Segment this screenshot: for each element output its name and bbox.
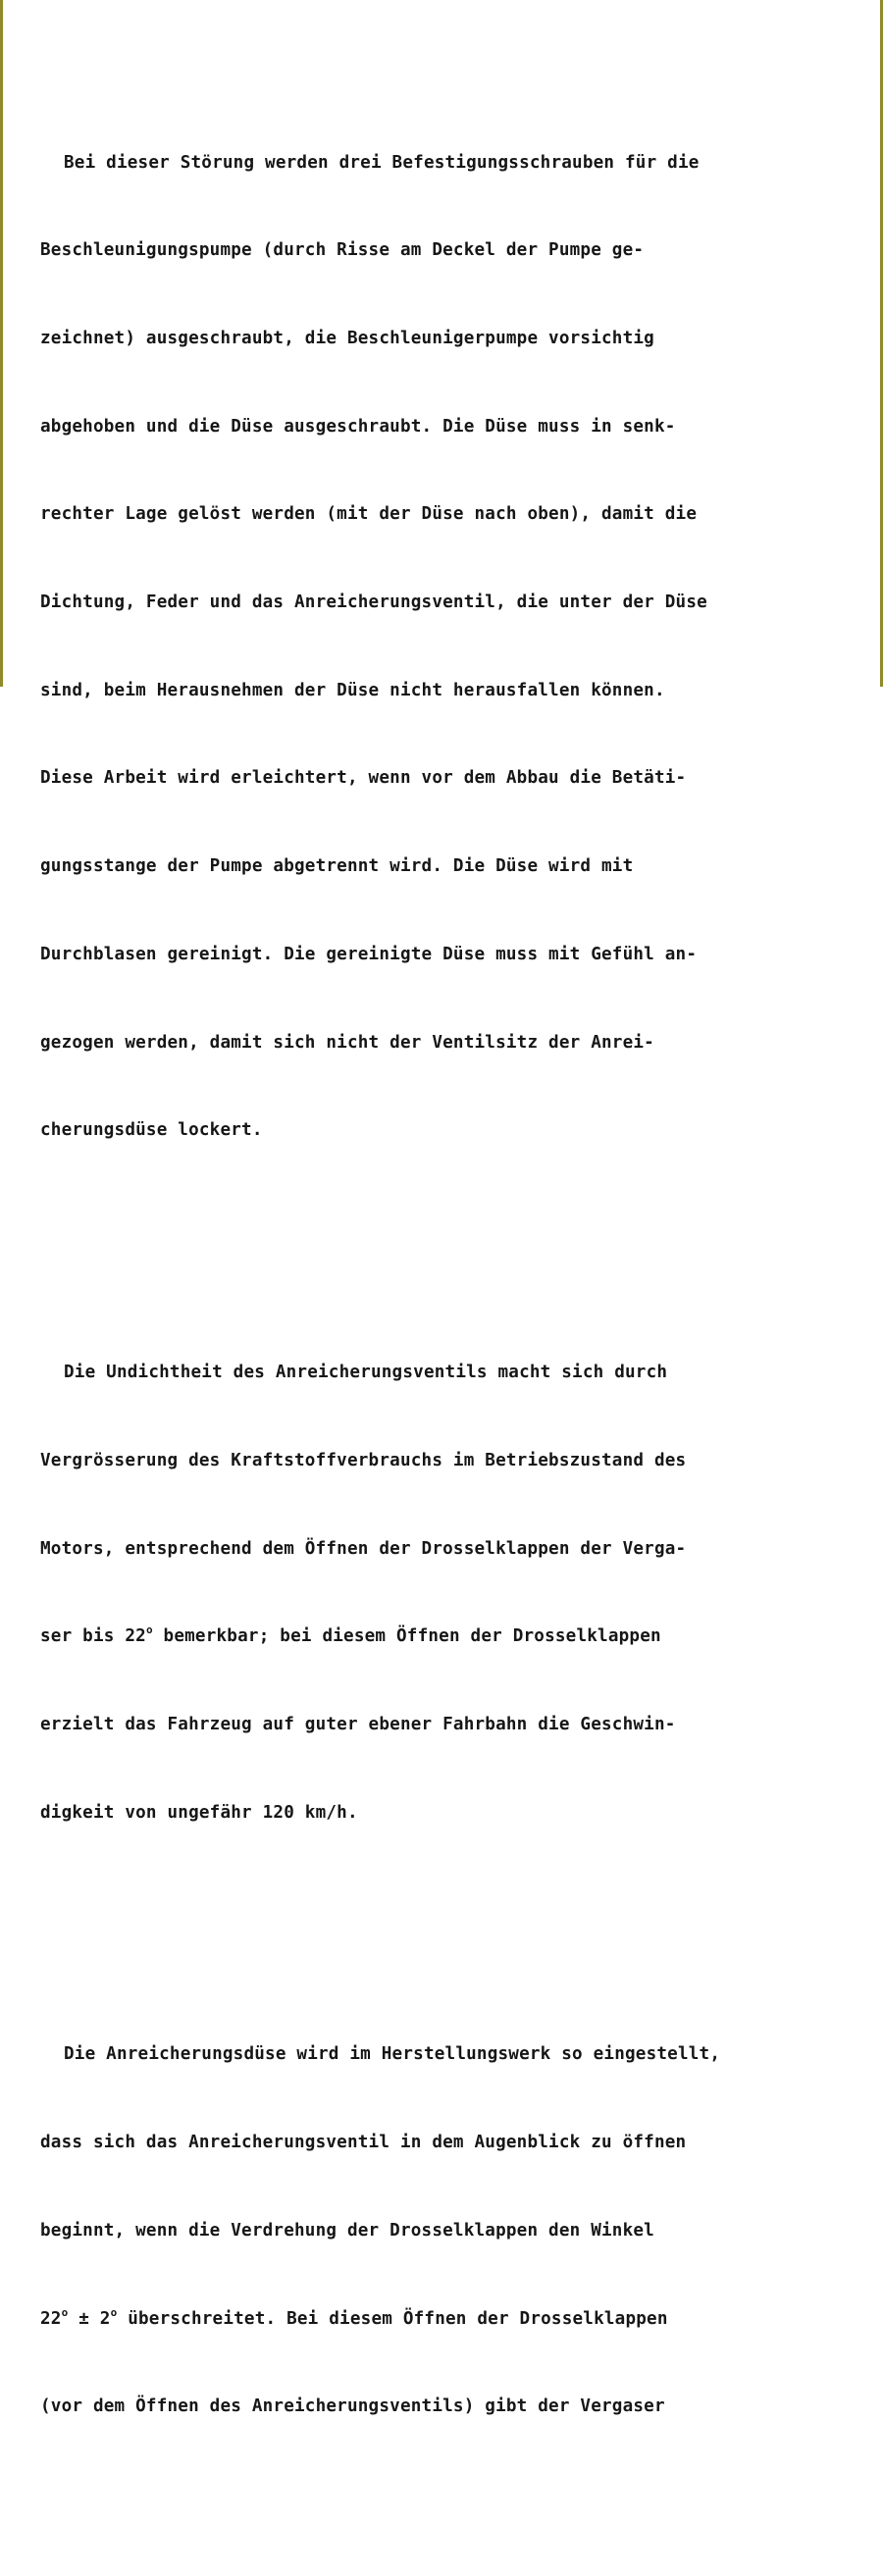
text-line: Diese Arbeit wird erleichtert, wenn vor dem Abbau die Betäti- <box>40 768 687 789</box>
degree-superscript: o <box>110 2305 118 2319</box>
text-line: rechter Lage gelöst werden (mit der Düse nach oben), damit die <box>40 504 698 525</box>
text-line <box>40 1623 855 1652</box>
text-line: Durchblasen gereinigt. Die gereinigte Düse muss mit Gefühl an- <box>40 944 698 964</box>
text-line: gezogen werden, damit sich nicht der Ventilsitz der Anrei- <box>40 1032 654 1053</box>
text-line: Dichtung, Feder und das Anreicherungsventil, die unter der Düse <box>40 592 707 613</box>
text-line: Die Anreicherungsdüse wird im Herstellungswerk so eingestellt, <box>64 2044 721 2065</box>
text-segment: ser bis 22 <box>40 1626 146 1647</box>
text-line: beginnt, wenn die Verdrehung der Drosselklappen den Winkel <box>40 2220 654 2241</box>
text-line <box>40 2305 855 2335</box>
text-line: Vergrösserung des Kraftstoffverbrauchs im Betriebszustand des <box>40 1450 687 1470</box>
degree-superscript: o <box>145 1623 153 1637</box>
degree-superscript: o <box>61 2305 69 2319</box>
text-line: Bei dieser Störung werden drei Befestigungsschrauben für die <box>64 152 700 173</box>
text-line: digkeit von ungefähr 120 km/h. <box>40 1802 358 1823</box>
text-line: gungsstange der Pumpe abgetrennt wird. Die Düse wird mit <box>40 856 634 877</box>
text-line: abgehoben und die Düse ausgeschraubt. Die Düse muss in senk- <box>40 416 676 437</box>
text-line: zeichnet) ausgeschraubt, die Beschleunigerpumpe vorsichtig <box>40 328 654 348</box>
text-segment: 22 <box>40 2308 62 2329</box>
text-line: Die Undichtheit des Anreicherungsventils macht sich durch <box>64 1363 668 1383</box>
text-line: (vor dem Öffnen des Anreicherungsventils) gibt der Vergaser <box>40 2396 665 2417</box>
text-line: erzielt das Fahrzeug auf guter ebener Fahrbahn die Geschwin- <box>40 1714 676 1734</box>
text-segment: ± 2 <box>68 2308 111 2329</box>
text-segment: überschreitet. Bei diesem Öffnen der Drosselklappen <box>117 2308 668 2329</box>
paragraph-3 <box>40 1983 855 2481</box>
text-line: Beschleunigungspumpe (durch Risse am Deckel der Pumpe ge- <box>40 240 645 261</box>
paragraph-2 <box>40 1300 855 1886</box>
text-line: Motors, entsprechend dem Öffnen der Drosselklappen der Verga- <box>40 1538 687 1559</box>
paragraph-1 <box>40 90 855 1205</box>
text-line: cherungsdüse lockert. <box>40 1120 263 1141</box>
text-segment: bemerkbar; bei diesem Öffnen der Drosselklappen <box>152 1626 661 1647</box>
text-line: sind, beim Herausnehmen der Düse nicht herausfallen können. <box>40 680 665 700</box>
document-body <box>40 2 855 2576</box>
text-line: dass sich das Anreicherungsventil in dem Augenblick zu öffnen <box>40 2133 687 2153</box>
